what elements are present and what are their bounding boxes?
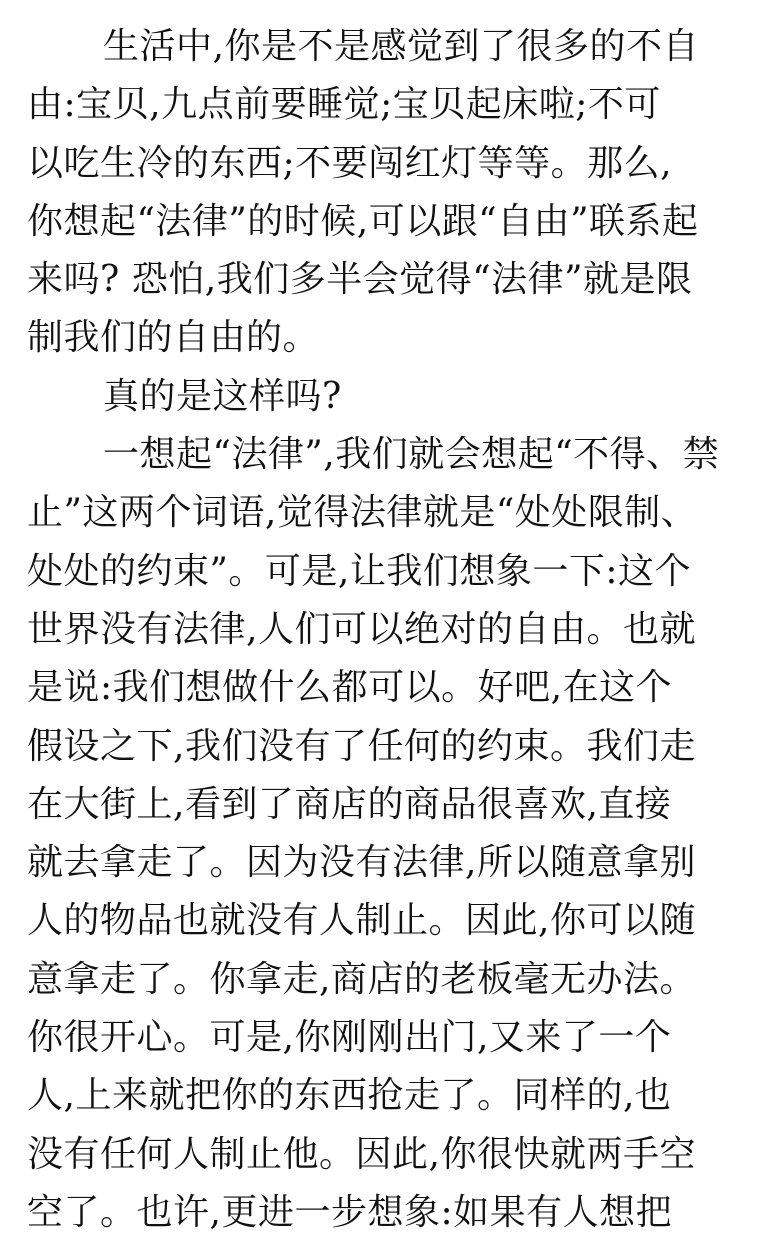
text-line: 人的物品也就没有人制止。因此,你可以随 <box>27 900 696 942</box>
text-line: 制我们的自由的。 <box>27 317 320 359</box>
text-line: 在大街上,看到了商店的商品很喜欢,直接 <box>27 783 672 825</box>
text-line: 假设之下,我们没有了任何的约束。我们走 <box>27 725 696 767</box>
text-line: 空了。也许,更进一步想象:如果有人想把 <box>27 1191 673 1233</box>
text-line: 止”这两个词语,觉得法律就是“处处限制、 <box>27 492 698 534</box>
text-line: 人,上来就把你的东西抢走了。同样的,也 <box>27 1075 672 1117</box>
text-line: 你很开心。可是,你刚刚出门,又来了一个 <box>27 1017 672 1059</box>
text-line: 生活中,你是不是感觉到了很多的不自 <box>103 26 699 67</box>
text-line: 是说:我们想做什么都可以。好吧,在这个 <box>27 667 673 709</box>
text-line: 你想起“法律”的时候,可以跟“自由”联系起 <box>27 200 699 242</box>
text-line: 来吗? 恐怕,我们多半会觉得“法律”就是限 <box>27 259 693 301</box>
text-line: 没有任何人制止他。因此,你很快就两手空 <box>27 1133 696 1175</box>
text-line: 真的是这样吗? <box>103 375 342 417</box>
text-line: 以吃生冷的东西;不要闯红灯等等。那么, <box>27 142 673 184</box>
text-line: 意拿走了。你拿走,商店的老板毫无办法。 <box>27 958 696 1000</box>
text-line: 一想起“法律”,我们就会想起“不得、禁 <box>103 434 720 476</box>
text-line: 世界没有法律,人们可以绝对的自由。也就 <box>27 608 696 650</box>
text-line: 处处的约束”。可是,让我们想象一下:这个 <box>27 550 691 592</box>
text-line: 就去拿走了。因为没有法律,所以随意拿别 <box>27 842 696 884</box>
text-line: 由:宝贝,九点前要睡觉;宝贝起床啦;不可 <box>27 84 661 126</box>
